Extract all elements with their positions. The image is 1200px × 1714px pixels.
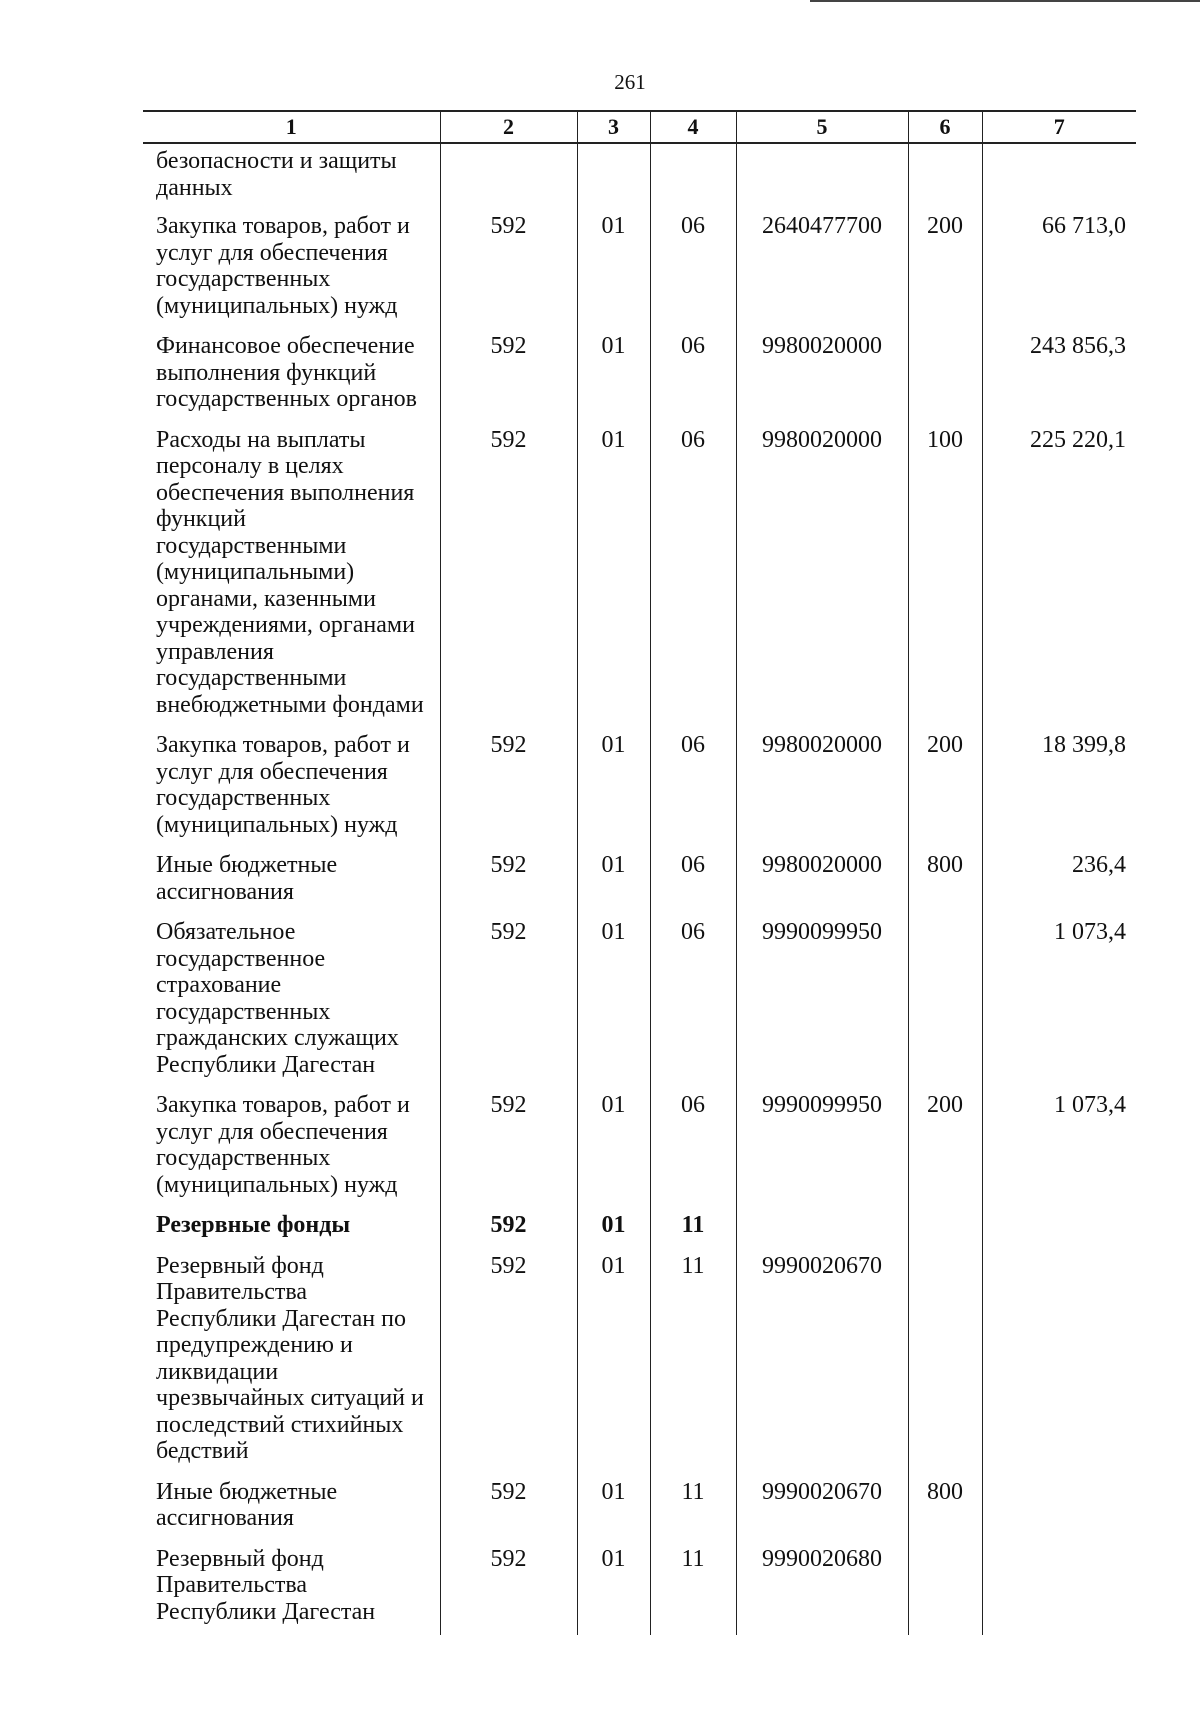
row-col-3: 01 (577, 1542, 650, 1636)
row-col-4: 06 (650, 728, 736, 848)
row-name: Обязательное государственное страхование государственных гражданских служащих Республики Дагестан (143, 915, 440, 1088)
row-col-5: 2640477700 (736, 209, 908, 329)
row-col-4: 11 (650, 1475, 736, 1542)
header-row (143, 111, 1136, 143)
column-header-5: 5 (736, 111, 908, 143)
row-col-6: 200 (908, 728, 982, 848)
row-col-3: 01 (577, 1475, 650, 1542)
row-col-7 (982, 1208, 1136, 1249)
row-col-3: 01 (577, 1249, 650, 1475)
row-name: безопасности и защиты данных (143, 143, 440, 209)
column-header-6: 6 (908, 111, 982, 143)
row-col-6 (908, 1542, 982, 1636)
table-row (143, 1475, 1136, 1542)
row-col-2 (440, 143, 577, 209)
table-row (143, 329, 1136, 423)
row-col-7: 236,4 (982, 848, 1136, 915)
row-col-5: 9980020000 (736, 728, 908, 848)
row-col-4: 11 (650, 1249, 736, 1475)
row-col-7 (982, 1475, 1136, 1542)
column-header-1: 1 (143, 111, 440, 143)
row-name: Финансовое обеспечение выполнения функций государственных органов (143, 329, 440, 423)
row-name: Резервный фонд Правительства Республики Дагестан по предупреждению и ликвидации чрезвычайных ситуаций и последствий стихийных бедствий (143, 1249, 440, 1475)
row-col-7 (982, 143, 1136, 209)
row-col-6 (908, 329, 982, 423)
column-header-3: 3 (577, 111, 650, 143)
row-col-5: 9990020680 (736, 1542, 908, 1636)
page-number: 261 (614, 70, 646, 94)
column-header-7: 7 (982, 111, 1136, 143)
row-col-3: 01 (577, 423, 650, 729)
table-body (143, 143, 1136, 1635)
column-header-4: 4 (650, 111, 736, 143)
row-col-2: 592 (440, 848, 577, 915)
row-col-2: 592 (440, 1088, 577, 1208)
table-row (143, 728, 1136, 848)
row-col-3 (577, 143, 650, 209)
row-col-7: 1 073,4 (982, 915, 1136, 1088)
row-col-7: 1 073,4 (982, 1088, 1136, 1208)
row-col-6 (908, 915, 982, 1088)
table-row (143, 423, 1136, 729)
row-col-4: 06 (650, 329, 736, 423)
row-col-3: 01 (577, 915, 650, 1088)
row-col-2: 592 (440, 1475, 577, 1542)
row-name: Резервные фонды (143, 1208, 440, 1249)
row-col-5: 9990020670 (736, 1475, 908, 1542)
row-col-6 (908, 1208, 982, 1249)
row-name: Иные бюджетные ассигнования (143, 848, 440, 915)
row-name: Закупка товаров, работ и услуг для обеспечения государственных (муниципальных) нужд (143, 1088, 440, 1208)
row-name: Расходы на выплаты персоналу в целях обеспечения выполнения функций государственными (муниципальными) органами, казенными учреждениями, органами управления государственными внебюджетными фондами (143, 423, 440, 729)
budget-table (143, 110, 1136, 1635)
row-col-6: 200 (908, 1088, 982, 1208)
row-col-3: 01 (577, 1088, 650, 1208)
row-col-5: 9980020000 (736, 848, 908, 915)
row-col-3: 01 (577, 1208, 650, 1249)
table-row-section (143, 1208, 1136, 1249)
row-col-2: 592 (440, 1208, 577, 1249)
row-col-3: 01 (577, 329, 650, 423)
row-col-4: 06 (650, 423, 736, 729)
row-col-4: 06 (650, 848, 736, 915)
row-col-2: 592 (440, 728, 577, 848)
row-col-3: 01 (577, 728, 650, 848)
row-col-7 (982, 1542, 1136, 1636)
row-col-6: 200 (908, 209, 982, 329)
row-col-7 (982, 1249, 1136, 1475)
row-col-4: 11 (650, 1542, 736, 1636)
table-row (143, 1249, 1136, 1475)
row-col-5: 9990099950 (736, 1088, 908, 1208)
table-row (143, 1088, 1136, 1208)
row-col-5 (736, 143, 908, 209)
row-col-5 (736, 1208, 908, 1249)
row-col-4: 11 (650, 1208, 736, 1249)
row-col-5: 9980020000 (736, 423, 908, 729)
row-col-7: 243 856,3 (982, 329, 1136, 423)
row-col-7: 18 399,8 (982, 728, 1136, 848)
row-name: Иные бюджетные ассигнования (143, 1475, 440, 1542)
table-row (143, 143, 1136, 209)
row-col-7: 66 713,0 (982, 209, 1136, 329)
table-row (143, 848, 1136, 915)
table-header (143, 111, 1136, 143)
table-row (143, 1542, 1136, 1636)
row-col-3: 01 (577, 209, 650, 329)
table-row (143, 915, 1136, 1088)
column-header-2: 2 (440, 111, 577, 143)
row-col-4 (650, 143, 736, 209)
row-col-6: 100 (908, 423, 982, 729)
table-row (143, 209, 1136, 329)
row-col-4: 06 (650, 915, 736, 1088)
row-col-2: 592 (440, 423, 577, 729)
row-name: Резервный фонд Правительства Республики Дагестан (143, 1542, 440, 1636)
row-col-5: 9990099950 (736, 915, 908, 1088)
row-col-6: 800 (908, 1475, 982, 1542)
row-col-7: 225 220,1 (982, 423, 1136, 729)
row-col-6 (908, 143, 982, 209)
row-col-2: 592 (440, 1249, 577, 1475)
row-col-4: 06 (650, 209, 736, 329)
row-col-2: 592 (440, 915, 577, 1088)
row-col-3: 01 (577, 848, 650, 915)
row-col-4: 06 (650, 1088, 736, 1208)
row-name: Закупка товаров, работ и услуг для обеспечения государственных (муниципальных) нужд (143, 728, 440, 848)
row-col-2: 592 (440, 209, 577, 329)
row-col-2: 592 (440, 329, 577, 423)
row-col-5: 9980020000 (736, 329, 908, 423)
row-name: Закупка товаров, работ и услуг для обеспечения государственных (муниципальных) нужд (143, 209, 440, 329)
row-col-5: 9990020670 (736, 1249, 908, 1475)
row-col-6: 800 (908, 848, 982, 915)
top-edge-rule (810, 0, 1200, 2)
row-col-6 (908, 1249, 982, 1475)
row-col-2: 592 (440, 1542, 577, 1636)
